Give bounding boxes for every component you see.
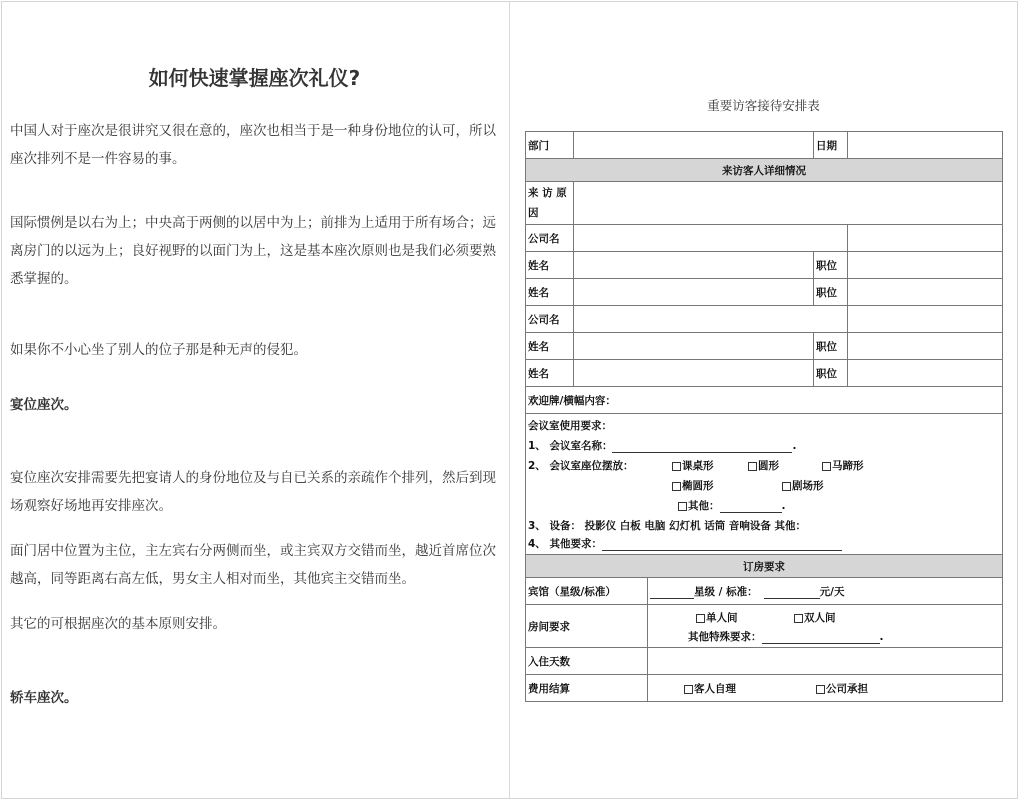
- company-field[interactable]: [574, 306, 848, 333]
- fee-field: [648, 675, 1003, 702]
- form-panel: [510, 0, 1017, 800]
- date-field[interactable]: [848, 132, 1003, 159]
- heading-car-seating: 轿车座次。: [10, 690, 78, 706]
- name-label: 姓名: [526, 279, 574, 306]
- hotel-star-input[interactable]: [650, 587, 694, 599]
- room-label: 房间要求: [526, 605, 648, 648]
- other-requirements-label: 4、 其他要求：: [528, 538, 602, 550]
- dept-field[interactable]: [574, 132, 814, 159]
- checkbox-oval[interactable]: 椭圆形: [672, 478, 714, 493]
- company-label: 公司名: [526, 306, 574, 333]
- hotel-field: [648, 578, 1003, 605]
- special-request-input[interactable]: [762, 632, 880, 644]
- position-label: 职位: [814, 333, 848, 360]
- meeting-room-name-input[interactable]: [612, 441, 792, 453]
- paragraph-2: 国际惯例是以右为上；中央高于两侧的以居中为上；前排为上适用于所有场合；远离房门的以远为上；良好视野的以面门为上，这是基本座次原则也是我们必须要熟悉掌握的。: [10, 215, 496, 287]
- position-field[interactable]: [848, 252, 1003, 279]
- room-field: [648, 605, 1003, 648]
- other-requirements-row: [528, 536, 842, 551]
- meeting-room-name-label: 1、 会议室名称：: [528, 440, 613, 452]
- name-field[interactable]: [574, 279, 814, 306]
- hotel-label: 宾馆（星级/标准）: [526, 578, 648, 605]
- star-label: 星级 / 标准：: [694, 585, 758, 598]
- days-label: 入住天数: [526, 648, 648, 675]
- date-label: 日期: [814, 132, 848, 159]
- position-label: 职位: [814, 279, 848, 306]
- article-panel: [0, 0, 509, 800]
- dot: .: [792, 440, 797, 452]
- name-label: 姓名: [526, 333, 574, 360]
- paragraph-4: 宴位座次安排需要先把宴请人的身份地位及与自已关系的亲疏作个排列，然后到现场观察好场地再安排座次。: [10, 470, 496, 514]
- position-field[interactable]: [848, 360, 1003, 387]
- company-field[interactable]: [574, 225, 848, 252]
- hotel-price-input[interactable]: [764, 587, 820, 599]
- section-visitor-details: 来访客人详细情况: [526, 159, 1003, 182]
- checkbox-horseshoe[interactable]: 马蹄形: [822, 458, 864, 473]
- section-booking: 订房要求: [526, 555, 1003, 578]
- yuan-label: 元/天: [819, 585, 845, 598]
- checkbox-classroom[interactable]: 课桌形: [672, 458, 714, 473]
- seating-layout-label: 2、 会议室座位摆放：: [528, 460, 634, 472]
- position-label: 职位: [814, 360, 848, 387]
- checkbox-self-pay[interactable]: 客人自理: [684, 681, 736, 696]
- checkbox-other[interactable]: 其他： .: [678, 498, 786, 513]
- checkbox-theater[interactable]: 剧场形: [782, 478, 824, 493]
- name-field[interactable]: [574, 360, 814, 387]
- meeting-head: 会议室使用要求：: [528, 420, 612, 432]
- heading-banquet-seating: 宴位座次。: [10, 397, 78, 413]
- banner-content-field[interactable]: [526, 387, 1003, 414]
- company-extra-field[interactable]: [848, 225, 1003, 252]
- meeting-room-name-row: [528, 438, 796, 453]
- meeting-room-section: [526, 414, 1003, 555]
- fee-label: 费用结算: [526, 675, 648, 702]
- paragraph-3: 如果你不小心坐了别人的位子那是种无声的侵犯。: [10, 342, 307, 358]
- checkbox-company-pay[interactable]: 公司承担: [816, 681, 868, 696]
- checkbox-double[interactable]: 双人间: [794, 610, 836, 625]
- position-field[interactable]: [848, 333, 1003, 360]
- checkbox-round[interactable]: 圆形: [748, 458, 779, 473]
- position-label: 职位: [814, 252, 848, 279]
- form-title: 重要访客接待安排表: [707, 98, 820, 113]
- reason-label: 来 访 原 因: [526, 182, 574, 225]
- paragraph-1: 中国人对于座次是很讲究又很在意的，座次也相当于是一种身份地位的认可，所以座次排列不是一件容易的事。: [10, 123, 496, 167]
- name-field[interactable]: [574, 252, 814, 279]
- paragraph-5: 面门居中位置为主位，主左宾右分两侧而坐，或主宾双方交错而坐，越近首席位次越高，同等距离右高左低，男女主人相对而坐，其他宾主交错而坐。: [10, 543, 496, 587]
- days-field[interactable]: [648, 648, 1003, 675]
- paragraph-6: 其它的可根据座次的基本原则安排。: [10, 616, 226, 632]
- other-requirements-input[interactable]: [602, 539, 842, 551]
- company-label: 公司名: [526, 225, 574, 252]
- reason-field[interactable]: [574, 182, 1003, 225]
- checkbox-single[interactable]: 单人间: [696, 610, 738, 625]
- visitor-reception-form: [525, 131, 1003, 702]
- dept-label: 部门: [526, 132, 574, 159]
- banner-label: 欢迎牌/横幅内容：: [528, 394, 616, 407]
- other-layout-input[interactable]: [720, 501, 782, 513]
- name-label: 姓名: [526, 252, 574, 279]
- article-title: 如何快速掌握座次礼仪?: [148, 66, 361, 90]
- name-label: 姓名: [526, 360, 574, 387]
- special-request-row: 其他特殊要求： .: [688, 631, 884, 643]
- equipment-row: 3、 设备： 投影仪 白板 电脑 幻灯机 话筒 音响设备 其他：: [528, 520, 807, 532]
- name-field[interactable]: [574, 333, 814, 360]
- company-extra-field[interactable]: [848, 306, 1003, 333]
- position-field[interactable]: [848, 279, 1003, 306]
